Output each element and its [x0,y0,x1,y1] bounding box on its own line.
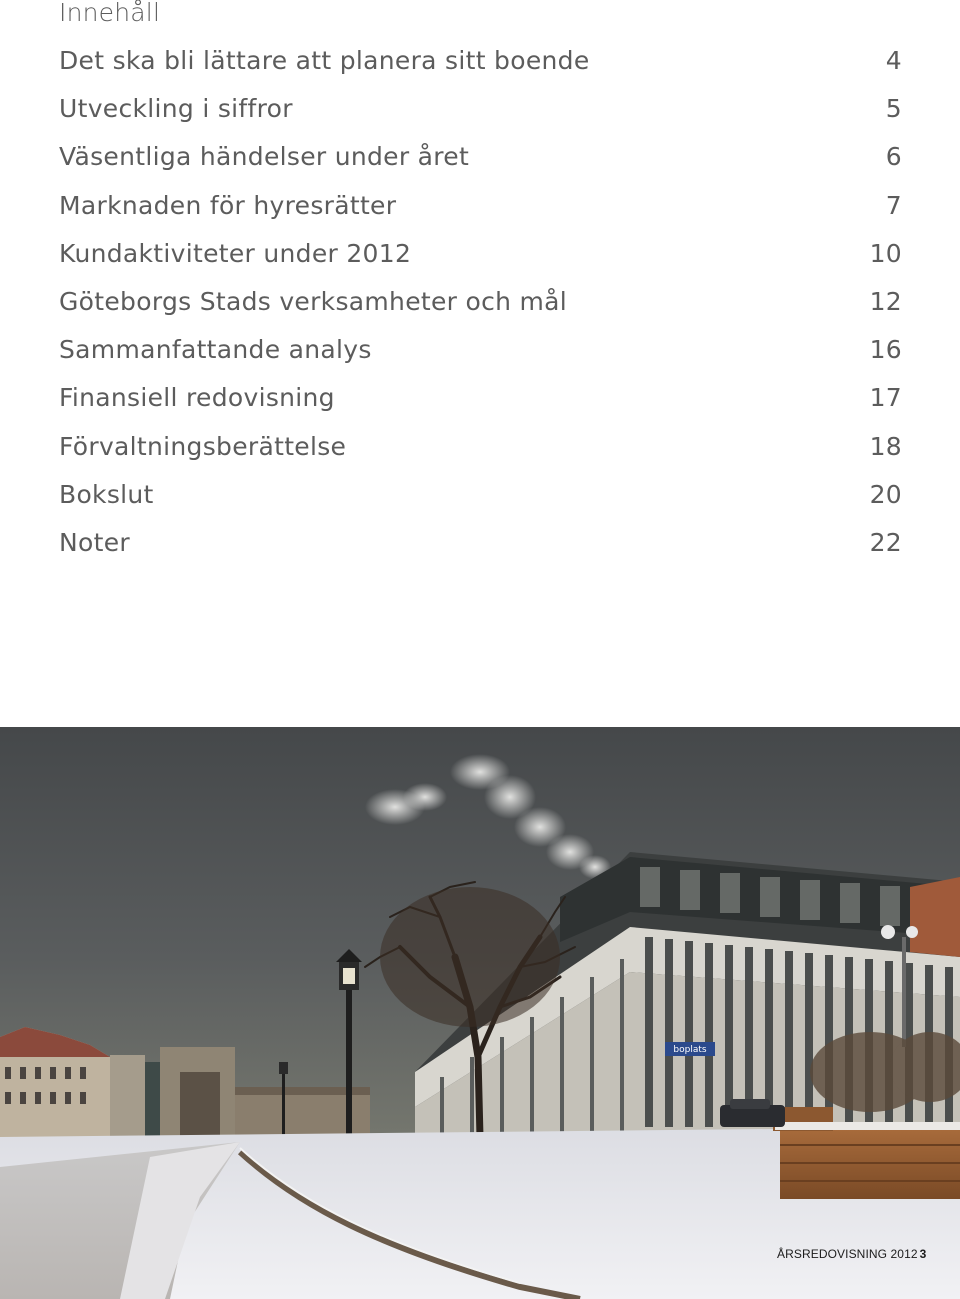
toc-item[interactable] [59,381,902,429]
toc-item[interactable] [59,189,902,237]
toc-label: Finansiell redovisning [59,383,335,413]
toc-page-number: 4 [885,46,902,75]
toc-title: Innehåll [59,0,161,27]
page-number: 3 [919,1247,927,1261]
winter-harbour-photo [0,727,960,1299]
toc-page-number: 6 [885,142,902,172]
toc-item[interactable] [59,44,902,92]
toc-label: Utveckling i siffror [59,94,293,124]
tree-crown [380,887,560,1027]
toc-item[interactable] [59,478,902,526]
toc-label: Bokslut [59,479,154,509]
toc-page-number: 17 [869,383,902,413]
toc-page-number: 12 [869,286,902,316]
toc-page-number: 18 [869,431,902,461]
toc-label: Sammanfattande analys [59,335,372,365]
toc-label: Göteborgs Stads verksamheter och mål [59,286,568,316]
toc-label: Förvaltningsberättelse [59,431,347,461]
toc-page-number: 22 [869,527,902,557]
toc-label: Det ska bli lättare att planera sitt boende [59,46,590,75]
toc-page-number: 5 [885,94,902,124]
toc-item[interactable] [59,92,902,140]
report-title: ÅRSREDOVISNING 2012 [777,1247,918,1261]
table-of-contents [59,44,902,574]
toc-page-number: 16 [869,335,902,365]
toc-page-number: 10 [869,238,902,268]
toc-page-number: 20 [869,479,902,509]
boplats-sign: boplats [673,1045,707,1055]
toc-item[interactable] [59,237,902,285]
toc-label: Marknaden för hyresrätter [59,190,397,220]
toc-item[interactable] [59,140,902,188]
toc-item[interactable] [59,285,902,333]
toc-label: Noter [59,527,130,557]
page-footer [777,1247,926,1261]
toc-item[interactable] [59,430,902,478]
toc-label: Väsentliga händelser under året [59,142,470,172]
toc-item[interactable] [59,333,902,381]
bushes [810,1032,960,1112]
toc-page-number: 7 [885,190,902,220]
toc-label: Kundaktiviteter under 2012 [59,238,412,268]
toc-item[interactable] [59,526,902,574]
